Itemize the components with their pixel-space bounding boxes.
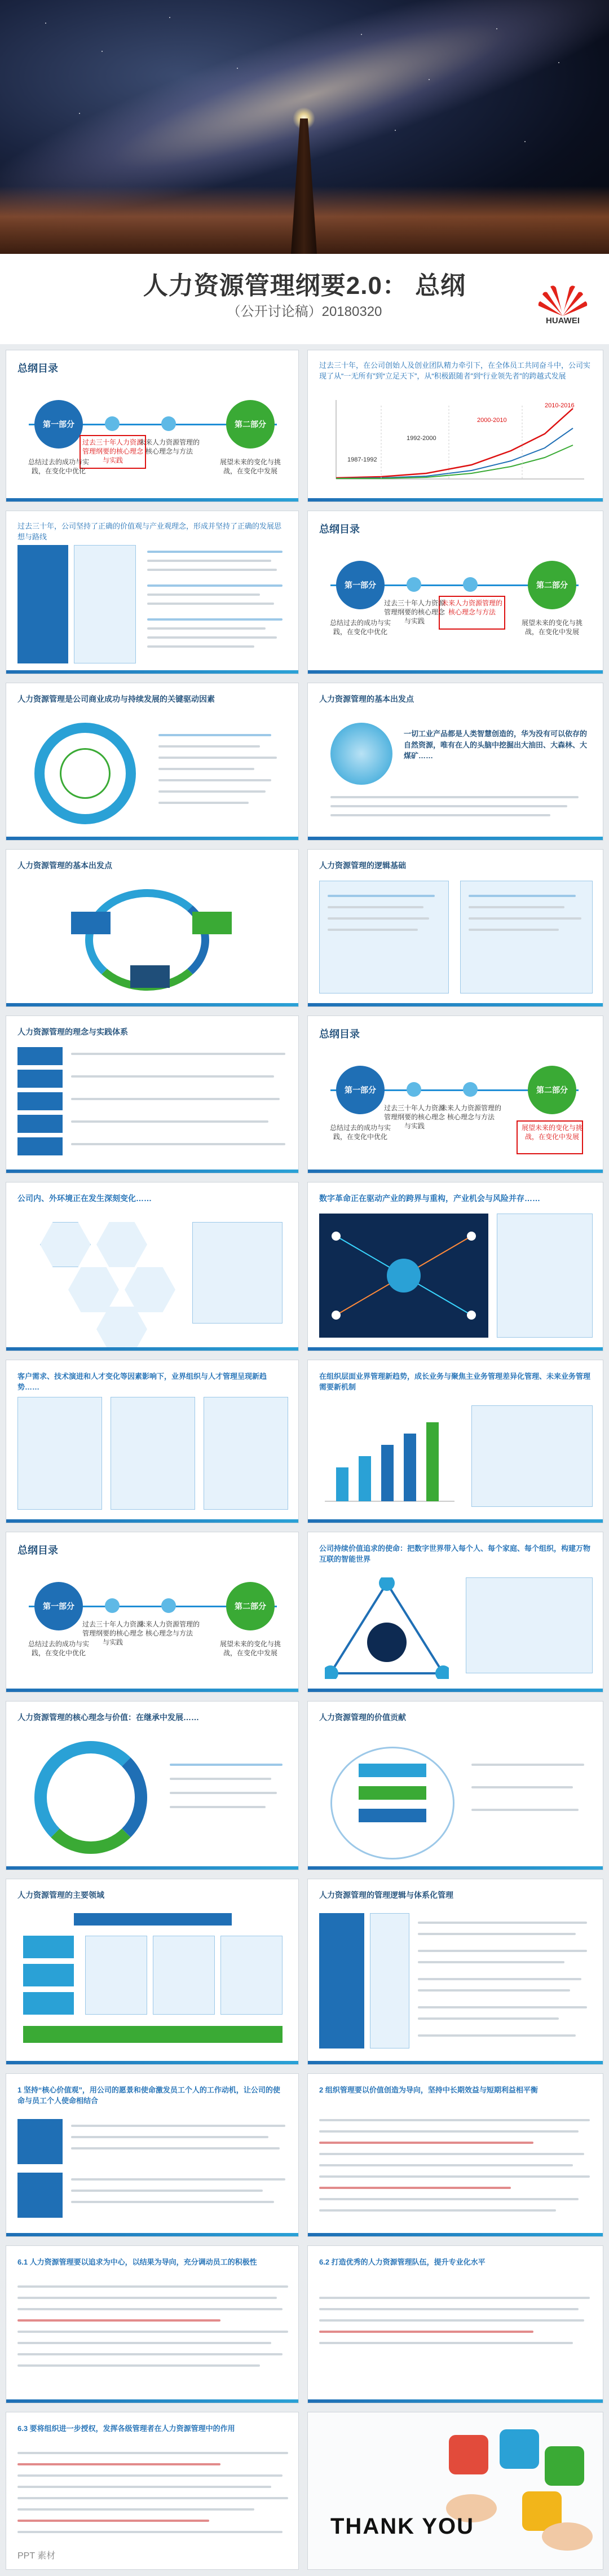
slide-title: 在组织层面业界管理新趋势，成长业务与聚焦主业务管理差异化管理、未来业务管理需要新机制 bbox=[319, 1372, 591, 1391]
slide-title: 6.2 打造优秀的人力资源管理队伍，提升专业化水平 bbox=[319, 2258, 486, 2266]
slide-value bbox=[307, 1701, 603, 1870]
agenda-label: 未来人力资源管理的核心理念与方法 bbox=[138, 438, 200, 456]
slide-agenda-2 bbox=[307, 511, 603, 674]
slide-agenda-3 bbox=[307, 1016, 603, 1173]
digital-network-diagram bbox=[319, 1214, 488, 1338]
part-two-circle: 第二部分 bbox=[528, 1066, 576, 1114]
slide-title: 总纲目录 bbox=[17, 1545, 58, 1556]
slide-title: 公司持续价值追求的使命：把数字世界带入每个人、每个家庭、每个组织，构建万物互联的智能世界 bbox=[319, 1544, 591, 1563]
slide-starting bbox=[6, 849, 299, 1007]
slide-recap bbox=[6, 511, 299, 674]
slide-title: 1 坚持“核心价值观”，用公司的愿景和使命激发员工个人的工作动机，让公司的使命与员工个人使命相结合 bbox=[17, 2086, 280, 2105]
vision-notes bbox=[466, 1577, 593, 1673]
slide-title: 人力资源管理的管理逻辑与体系化管理 bbox=[319, 1891, 453, 1900]
cover-photo bbox=[0, 0, 609, 254]
cycle-node bbox=[71, 912, 111, 934]
quote-text: 一切工业产品都是人类智慧创造的，华为没有可以依存的自然资源，唯有在人的头脑中挖掘出大油田、大森林、大煤矿…… bbox=[404, 729, 588, 760]
slide-6-3 bbox=[6, 2412, 299, 2570]
trend-column bbox=[17, 1397, 102, 1510]
slide-system bbox=[307, 1879, 603, 2065]
agenda-label: 展望未来的变化与挑战，在变化中发展 bbox=[219, 1640, 281, 1658]
slide-note: 过去三十年，公司坚持了正确的价值观与产业观理念，形成并坚持了正确的发展思想与路线 bbox=[17, 522, 282, 541]
slide-title: 总纲目录 bbox=[17, 363, 58, 374]
side-panel bbox=[74, 545, 136, 663]
slide-note: 过去三十年，在公司创始人及创业团队精力牵引下，在全体员工共同奋斗中，公司实现了从“一无所有”到“立足天下”，从“积极跟随者”到“行业领先者”的跨越式发展 bbox=[319, 361, 591, 380]
change-list bbox=[192, 1222, 283, 1324]
slide-main bbox=[6, 1879, 299, 2065]
part-two-circle: 第二部分 bbox=[226, 400, 275, 449]
slide-core bbox=[6, 1701, 299, 1870]
agenda-label-highlight: 未来人力资源管理的核心理念与方法 bbox=[441, 599, 502, 617]
slide-digital bbox=[307, 1182, 603, 1351]
slide-basics bbox=[307, 683, 603, 841]
slide-title: 人力资源管理的基本出发点 bbox=[17, 861, 112, 870]
slide-title: 人力资源管理的理念与实践体系 bbox=[17, 1027, 128, 1036]
watermark: PPT 素材 bbox=[17, 2551, 56, 2561]
digital-notes bbox=[497, 1214, 593, 1338]
org-notes bbox=[471, 1405, 593, 1507]
thank-you-text: THANK YOU bbox=[330, 2514, 475, 2539]
agenda-label: 总结过去的成功与实践，在变化中优化 bbox=[28, 1640, 89, 1658]
framework-box bbox=[319, 881, 449, 994]
part-one-circle: 第一部分 bbox=[34, 1582, 83, 1630]
side-panel bbox=[17, 545, 68, 663]
agenda-label: 展望未来的变化与挑战，在变化中发展 bbox=[521, 619, 582, 636]
slide-history bbox=[307, 350, 603, 502]
trend-column bbox=[204, 1397, 288, 1510]
slide-title: 客户需求、技术演进和人才变化等因素影响下，业界组织与人才管理呈现新趋势…… bbox=[17, 1372, 267, 1391]
era-label: 2000-2010 bbox=[477, 417, 507, 424]
cycle-core bbox=[60, 748, 111, 799]
slide-title: 人力资源管理是公司商业成功与持续发展的关键驱动因素 bbox=[17, 694, 215, 704]
slide-vision bbox=[307, 1532, 603, 1693]
trend-column bbox=[111, 1397, 195, 1510]
slide-title: 人力资源管理的基本出发点 bbox=[319, 694, 414, 704]
agenda-label: 总结过去的成功与实践，在变化中优化 bbox=[329, 1124, 391, 1141]
era-label: 1992-2000 bbox=[407, 435, 436, 442]
agenda-label: 总结过去的成功与实践，在变化中优化 bbox=[28, 458, 89, 476]
slide-title: 2 组织管理要以价值创造为导向，坚持中长期效益与短期利益相平衡 bbox=[319, 2086, 538, 2094]
slide-changes bbox=[6, 1182, 299, 1351]
triangle-diagram bbox=[325, 1577, 449, 1679]
slide-title: 6.3 要将组织进一步授权，发挥各级管理者在人力资源管理中的作用 bbox=[17, 2424, 235, 2433]
slide-6-2 bbox=[307, 2245, 603, 2403]
cover-slide bbox=[0, 0, 609, 344]
agenda-label: 过去三十年人力资源管理纲要的核心理念与实践 bbox=[383, 1104, 445, 1131]
slide-thanks bbox=[307, 2412, 603, 2570]
slide-point-1 bbox=[6, 2073, 299, 2237]
agenda-label: 过去三十年人力资源管理纲要的核心理念与实践 bbox=[82, 1620, 143, 1647]
agenda-label: 展望未来的变化与挑战，在变化中发展 bbox=[219, 458, 281, 476]
head-icon bbox=[330, 723, 392, 785]
timeline-dot bbox=[161, 416, 176, 431]
cover-subtitle: （公开讨论稿）20180320 bbox=[227, 304, 382, 319]
slide-success bbox=[6, 683, 299, 841]
slide-agenda-4 bbox=[6, 1532, 299, 1693]
slide-point-2 bbox=[307, 2073, 603, 2237]
agenda-label: 过去三十年人力资源管理纲要的核心理念与实践 bbox=[383, 599, 445, 626]
slide-title: 公司内、外环境正在发生深刻变化…… bbox=[17, 1194, 152, 1203]
framework-box bbox=[460, 881, 593, 994]
part-one-circle: 第一部分 bbox=[336, 1066, 385, 1114]
slide-org bbox=[307, 1360, 603, 1523]
part-two-circle: 第二部分 bbox=[528, 561, 576, 609]
slide-title: 人力资源管理的核心理念与价值：在继承中发展…… bbox=[17, 1713, 199, 1722]
slide-framework bbox=[307, 849, 603, 1007]
cover-title: 人力资源管理纲要2.0： 总纲 bbox=[143, 272, 466, 300]
slide-6-1 bbox=[6, 2245, 299, 2403]
slide-title: 数字革命正在驱动产业的跨界与重构，产业机会与风险并存…… bbox=[319, 1194, 540, 1203]
slide-practices bbox=[6, 1016, 299, 1173]
huawei-wordmark: HUAWEI bbox=[546, 316, 580, 326]
cycle-node bbox=[130, 965, 170, 988]
part-one-circle: 第一部分 bbox=[34, 400, 83, 449]
org-bar-chart bbox=[319, 1405, 460, 1507]
agenda-label: 总结过去的成功与实践，在变化中优化 bbox=[329, 619, 391, 636]
timeline-dot bbox=[105, 416, 120, 431]
slide-agenda-1 bbox=[6, 350, 299, 502]
agenda-label: 未来人力资源管理的核心理念与方法 bbox=[138, 1620, 200, 1638]
slide-title: 人力资源管理的主要领域 bbox=[17, 1891, 104, 1900]
slide-title: 人力资源管理的逻辑基础 bbox=[319, 861, 406, 870]
era-label: 1987-1992 bbox=[347, 456, 377, 463]
agenda-label-highlight: 展望未来的变化与挑战，在变化中发展 bbox=[521, 1124, 582, 1141]
slide-customers bbox=[6, 1360, 299, 1523]
part-one-circle: 第一部分 bbox=[336, 561, 385, 609]
agenda-label-highlight: 过去三十年人力资源管理纲要的核心理念与实践 bbox=[82, 438, 143, 465]
slide-title: 6.1 人力资源管理要以追求为中心，以结果为导向，充分调动员工的积极性 bbox=[17, 2258, 257, 2266]
era-label: 2010-2016 bbox=[545, 402, 575, 409]
slide-title: 总纲目录 bbox=[319, 524, 360, 535]
slide-title: 总纲目录 bbox=[319, 1028, 360, 1040]
agenda-label: 未来人力资源管理的核心理念与方法 bbox=[440, 1104, 501, 1122]
core-cycle-ring bbox=[34, 1741, 147, 1854]
slide-title: 人力资源管理的价值贡献 bbox=[319, 1713, 406, 1722]
part-two-circle: 第二部分 bbox=[226, 1582, 275, 1630]
cycle-node bbox=[192, 912, 232, 934]
